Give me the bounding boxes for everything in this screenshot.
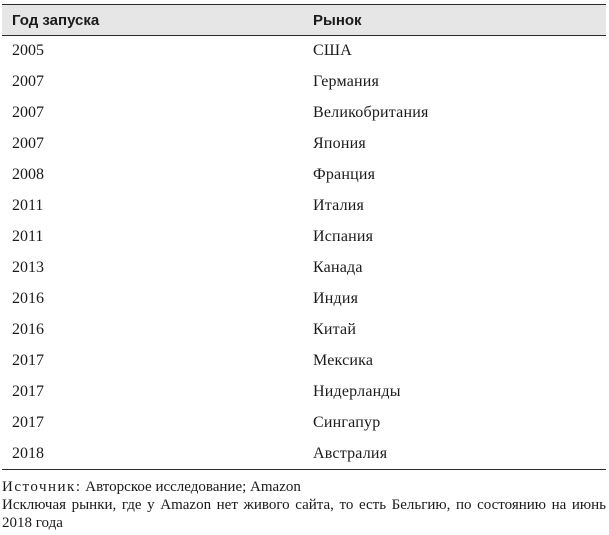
launch-table: [2, 4, 606, 470]
cell-market: Сингапур: [313, 414, 381, 431]
cell-market: Германия: [313, 73, 380, 90]
cell-year: 2017: [12, 414, 44, 431]
cell-market: Франция: [313, 166, 376, 183]
cell-market: США: [313, 42, 352, 60]
header-year: Год запуска: [2, 5, 310, 36]
cell-year: 2013: [12, 259, 44, 276]
cell-year: 2005: [12, 42, 44, 60]
table-row: [2, 253, 606, 284]
table-row: [2, 408, 606, 439]
launch-table-container: [2, 4, 606, 470]
table-notes: [2, 478, 606, 532]
source-text: Авторское исследование; Amazon: [81, 479, 301, 495]
table-row: [2, 377, 606, 408]
table-row: [2, 67, 606, 98]
cell-market: Великобритания: [313, 104, 429, 121]
cell-year: 2016: [12, 290, 44, 307]
table-body: [2, 36, 606, 470]
cell-year: 2007: [12, 73, 44, 90]
table-header-row: [2, 5, 606, 36]
table-row: [2, 98, 606, 129]
table-row: [2, 36, 606, 67]
table-row: [2, 346, 606, 377]
cell-market: Мексика: [313, 352, 374, 369]
table-row: [2, 191, 606, 222]
cell-year: 2011: [12, 228, 44, 245]
cell-year: 2017: [12, 383, 44, 400]
table-row: [2, 439, 606, 470]
cell-year: 2007: [12, 135, 44, 152]
cell-market: Япония: [313, 135, 366, 152]
cell-market: Испания: [313, 228, 374, 245]
table-row: [2, 315, 606, 346]
table-row: [2, 129, 606, 160]
cell-market: Китай: [313, 321, 357, 338]
table-row: [2, 160, 606, 191]
cell-market: Нидерланды: [313, 383, 401, 400]
cell-year: 2007: [12, 104, 44, 121]
cell-year: 2008: [12, 166, 44, 183]
source-note: [2, 478, 606, 496]
cell-market: Австралия: [310, 439, 606, 470]
cell-year: 2018: [2, 439, 310, 470]
cell-year: 2011: [12, 197, 44, 214]
table-row: [2, 284, 606, 315]
source-label: Источник:: [2, 479, 82, 495]
cell-market: Канада: [313, 259, 363, 276]
cell-market: Италия: [313, 197, 365, 214]
table-row: [2, 222, 606, 253]
footnote: Исключая рынки, где у Amazon нет живого сайта, то есть Бельгию, по состоянию на июнь 2018 года: [2, 497, 606, 531]
cell-year: 2016: [12, 321, 44, 338]
header-market: Рынок: [310, 5, 606, 36]
cell-market: Индия: [313, 290, 359, 307]
cell-year: 2017: [12, 352, 44, 369]
